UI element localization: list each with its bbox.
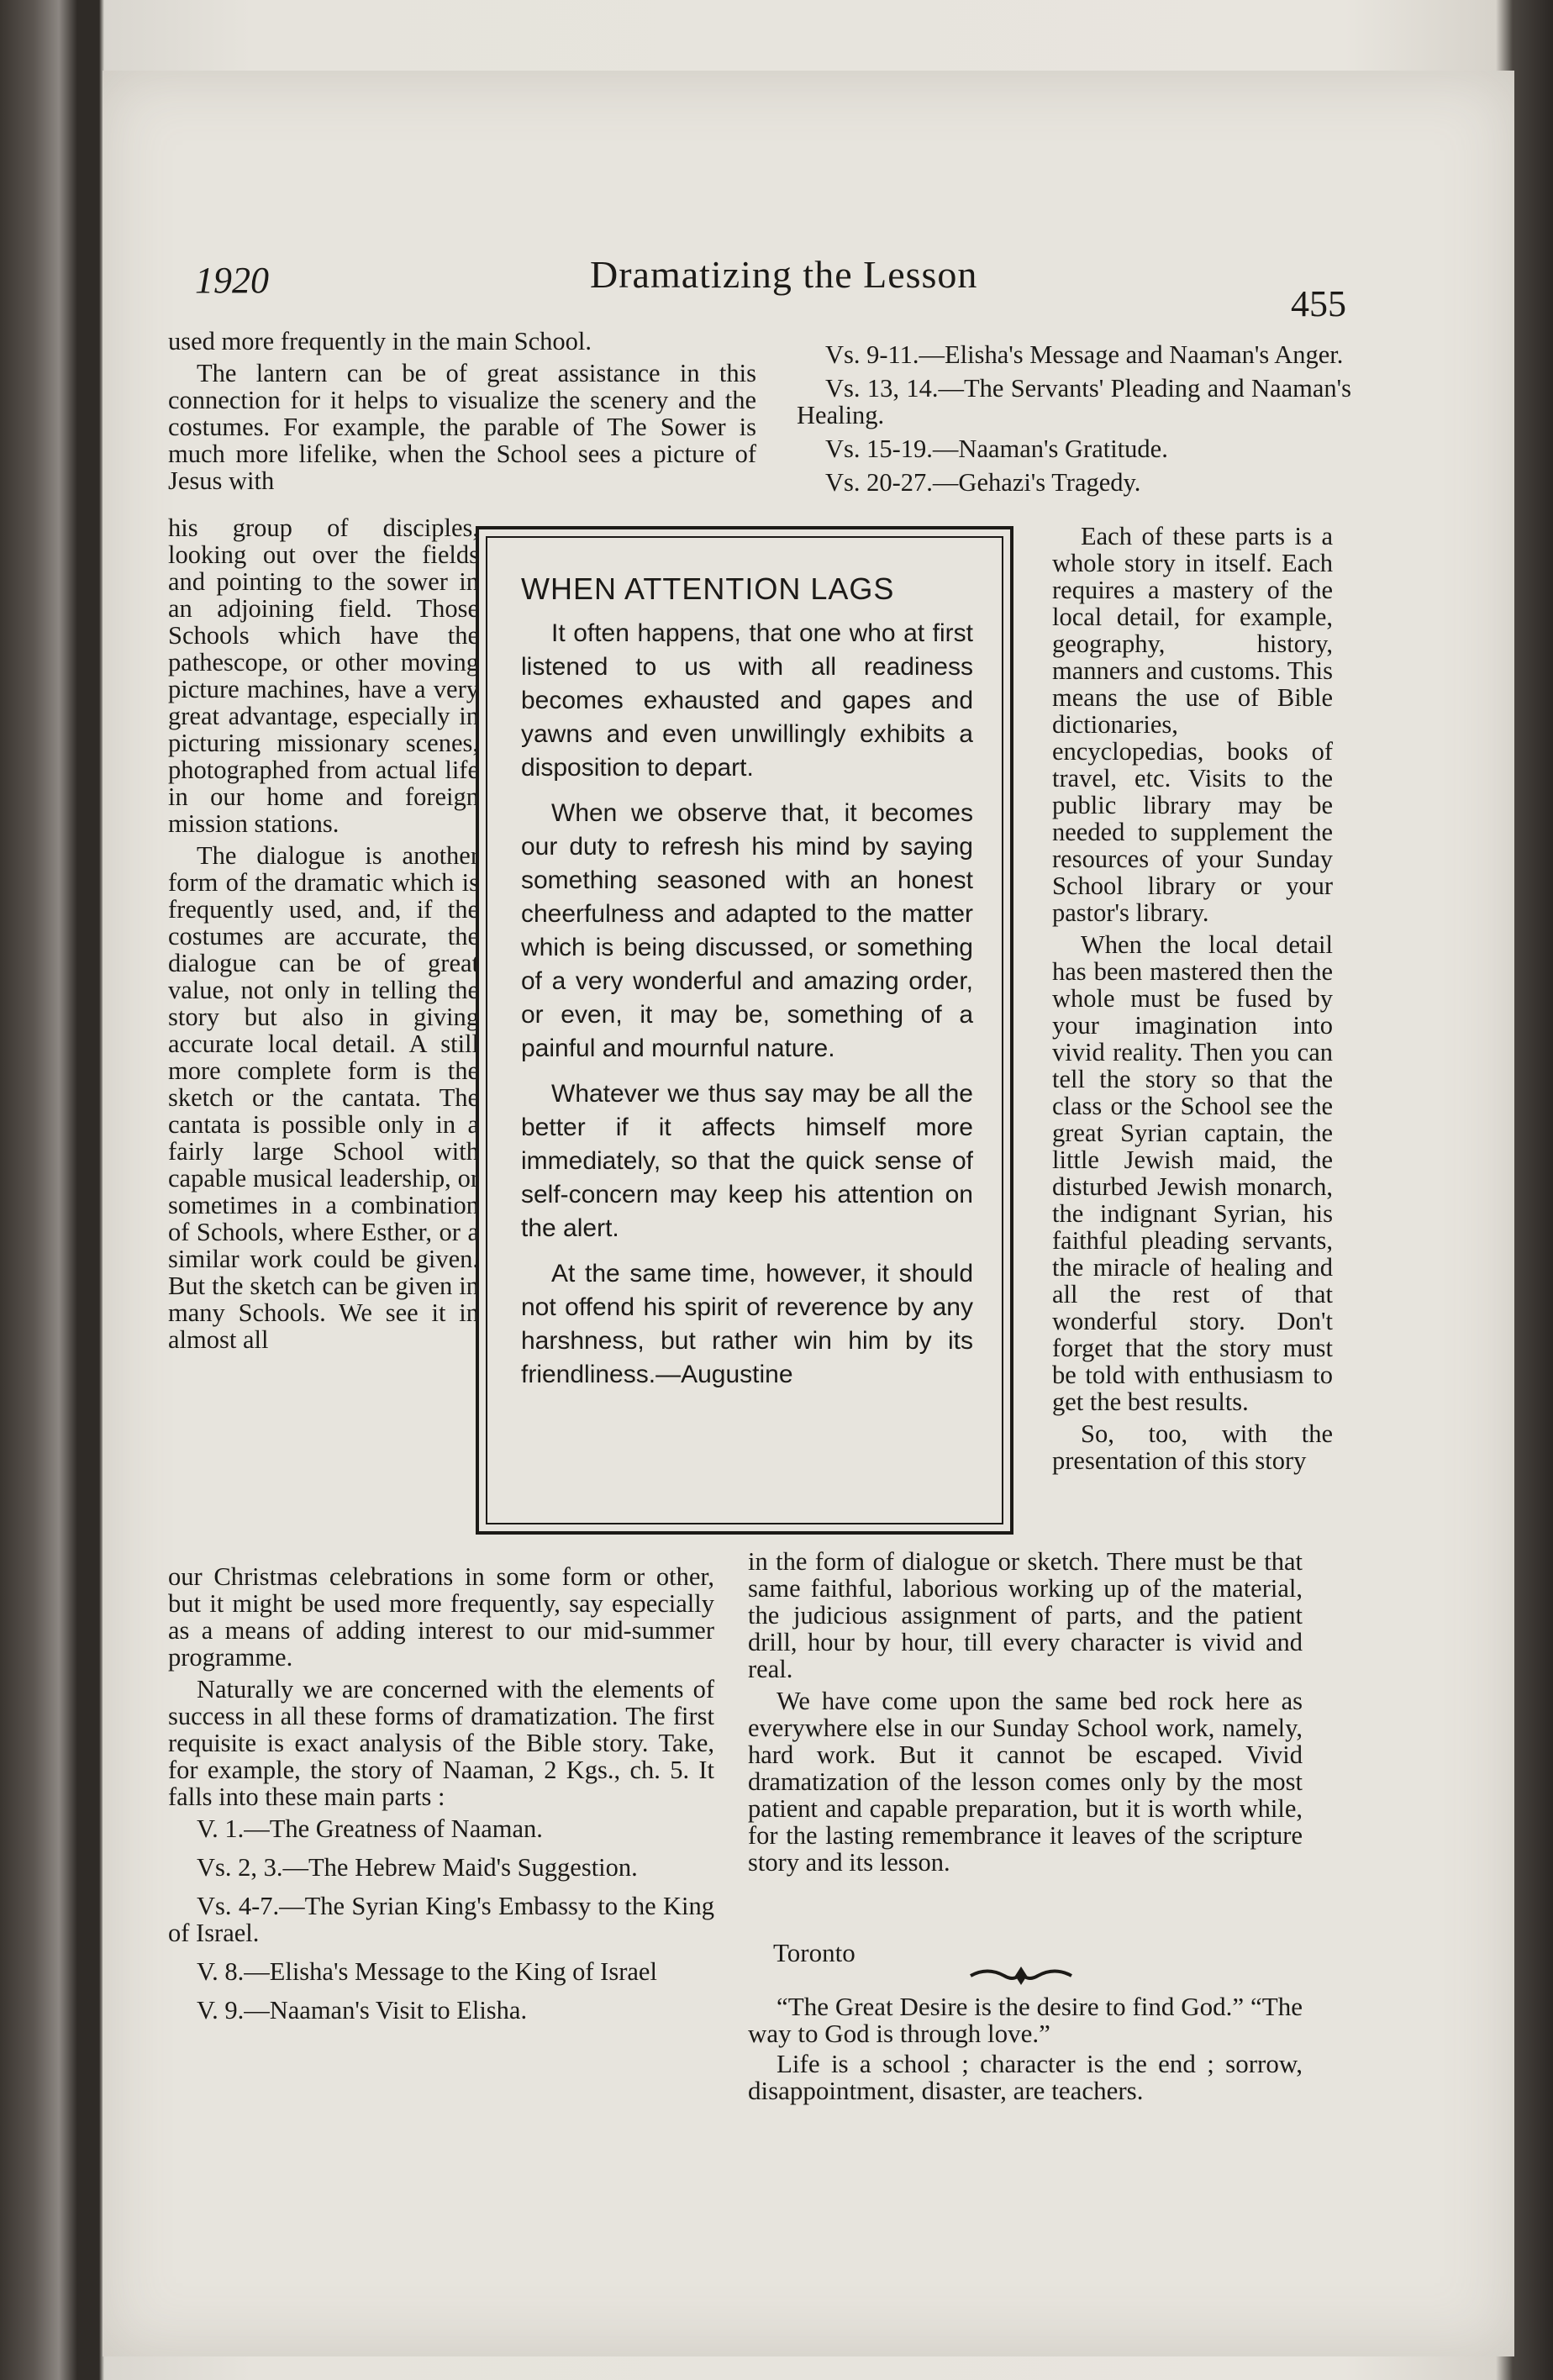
paragraph: The dialogue is another form of the dramatic which is frequently used, and, if the costumes are accurate, the dialogue can be of great value, not only in telling the story but also in giving accurate local detail. A still more complete form is the sketch or the cantata. The cantata is possible only in a fairly large School with capable musical leadership, or sometimes in a combination of Schools, where Esther, or a similar work could be given. But the sketch can be given in many Schools. We see it in almost all	[168, 841, 479, 1354]
verse-item: Vs. 20-27.—Gehazi's Tragedy.	[825, 468, 1141, 497]
verse-item: V. 8.—Elisha's Message to the King of Israel	[197, 1957, 657, 1986]
verse-item: Vs. 15-19.—Naaman's Gratitude.	[825, 434, 1168, 463]
sidebar-paragraph: At the same time, however, it should not offend his spirit of reverence by any harshness, but rather win him by its friendliness.—Augustine	[521, 1260, 973, 1388]
paragraph: used more frequently in the main School.	[168, 327, 592, 355]
verse-item: Vs. 4-7.—The Syrian King's Embassy to the King of Israel.	[168, 1892, 714, 1947]
right-column-bottom	[748, 1548, 1303, 1881]
verse-item: V. 9.—Naaman's Visit to Elisha.	[197, 1996, 528, 2025]
verse-item: Vs. 2, 3.—The Hebrew Maid's Suggestion.	[197, 1853, 638, 1882]
header-year: 1920	[195, 260, 269, 301]
verse-item: Vs. 9-11.—Elisha's Message and Naaman's Anger.	[825, 340, 1344, 369]
header-title: Dramatizing the Lesson	[590, 253, 978, 296]
verse-item: Vs. 13, 14.—The Servants' Pleading and Naaman's Healing.	[797, 374, 1351, 429]
paragraph: Naturally we are concerned with the elements of success in all these forms of dramatization. The first requisite is exact analysis of the Bible story. Take, for example, the story of Naaman, 2 Kgs., ch. 5. It falls into these main parts :	[168, 1675, 714, 1811]
paragraph: in the form of dialogue or sketch. There must be that same faithful, laborious working up of the material, the judicious assignment of parts, and the patient drill, hour by hour, till every character is vivid and real.	[748, 1547, 1303, 1683]
right-column-top	[797, 341, 1351, 503]
quote-line: Life is a school ; character is the end ; sorrow, disappointment, disaster, are teachers.	[748, 2049, 1303, 2105]
sidebar-paragraph: When we observe that, it becomes our duty to refresh his mind by saying something seasoned with an honest cheerfulness and adapted to the matter which is being discussed, or something of a very wonderful and amazing order, or even, it may be, something of a painful and mournful nature.	[521, 799, 973, 1062]
running-header	[195, 252, 1346, 324]
paragraph: We have come upon the same bed rock here as everywhere else in our Sunday School work, namely, hard work. But it cannot be escaped. Vivid dramatization of the lesson comes only by the most patient and capable preparation, but it is worth while, for the lasting remembrance it leaves of the scripture story and its lesson.	[748, 1687, 1303, 1877]
page-number: 455	[1291, 283, 1346, 324]
sidebar-paragraph: It often happens, that one who at first listened to us with all readiness becomes exhausted and gapes and yawns and even unwillingly exhibits a disposition to depart.	[521, 619, 973, 782]
paragraph: The lantern can be of great assistance in this connection for it helps to visualize the scenery and the costumes. For example, the parable of The Sower is much more lifelike, when the School sees a picture of Jesus with	[168, 359, 756, 495]
left-column-top	[168, 328, 756, 499]
sidebar-paragraph: Whatever we thus say may be all the better if it affects himself more immediately, so that the quick sense of self-concern may keep his attention on the alert.	[521, 1080, 973, 1242]
paragraph: Each of these parts is a whole story in itself. Each requires a mastery of the local detail, for example, geography, history, manners and customs. This means the use of Bible dictionaries, encyclopedias, books of travel, etc. Visits to the public library may be needed to supplement the resources of your Sunday School library or your pastor's library.	[1052, 522, 1333, 927]
sidebar-title: WHEN ATTENTION LAGS	[521, 571, 895, 606]
sidebar-box	[476, 526, 1013, 1535]
paragraph: When the local detail has been mastered then the whole must be fused by your imagination into vivid reality. Then you can tell the story so that the class or the School see the great Syrian captain, the little Jewish maid, the disturbed Jewish monarch, the indignant Syrian, his faithful pleading servants, the miracle of healing and all the rest of that wonderful story. Don't forget that the story must be told with enthusiasm to get the best results.	[1052, 930, 1333, 1416]
verse-item: V. 1.—The Greatness of Naaman.	[197, 1814, 543, 1843]
left-column-bottom	[168, 1563, 714, 2035]
closing-quotes	[748, 1993, 1303, 2108]
right-column-wrap	[1052, 523, 1333, 1479]
paragraph: So, too, with the presentation of this story	[1052, 1419, 1333, 1475]
paragraph: our Christmas celebrations in some form or other, but it might be used more frequently, say especially as a means of adding interest to our mid-summer programme.	[168, 1562, 714, 1672]
left-column-wrap	[168, 514, 479, 1358]
ornament-divider-icon	[966, 1963, 1076, 1988]
author-location: Toronto	[773, 1938, 855, 1967]
quote-line: “The Great Desire is the desire to find God.” “The way to God is through love.”	[748, 1992, 1303, 2048]
paragraph: his group of disciples, looking out over the fields and pointing to the sower in an adjoining field. Those Schools which have the pathescope, or other moving picture machines, have a very great advantage, especially in picturing missionary scenes, photographed from actual life in our home and foreign mission stations.	[168, 513, 479, 838]
sidebar-box-inner	[486, 536, 1003, 1524]
